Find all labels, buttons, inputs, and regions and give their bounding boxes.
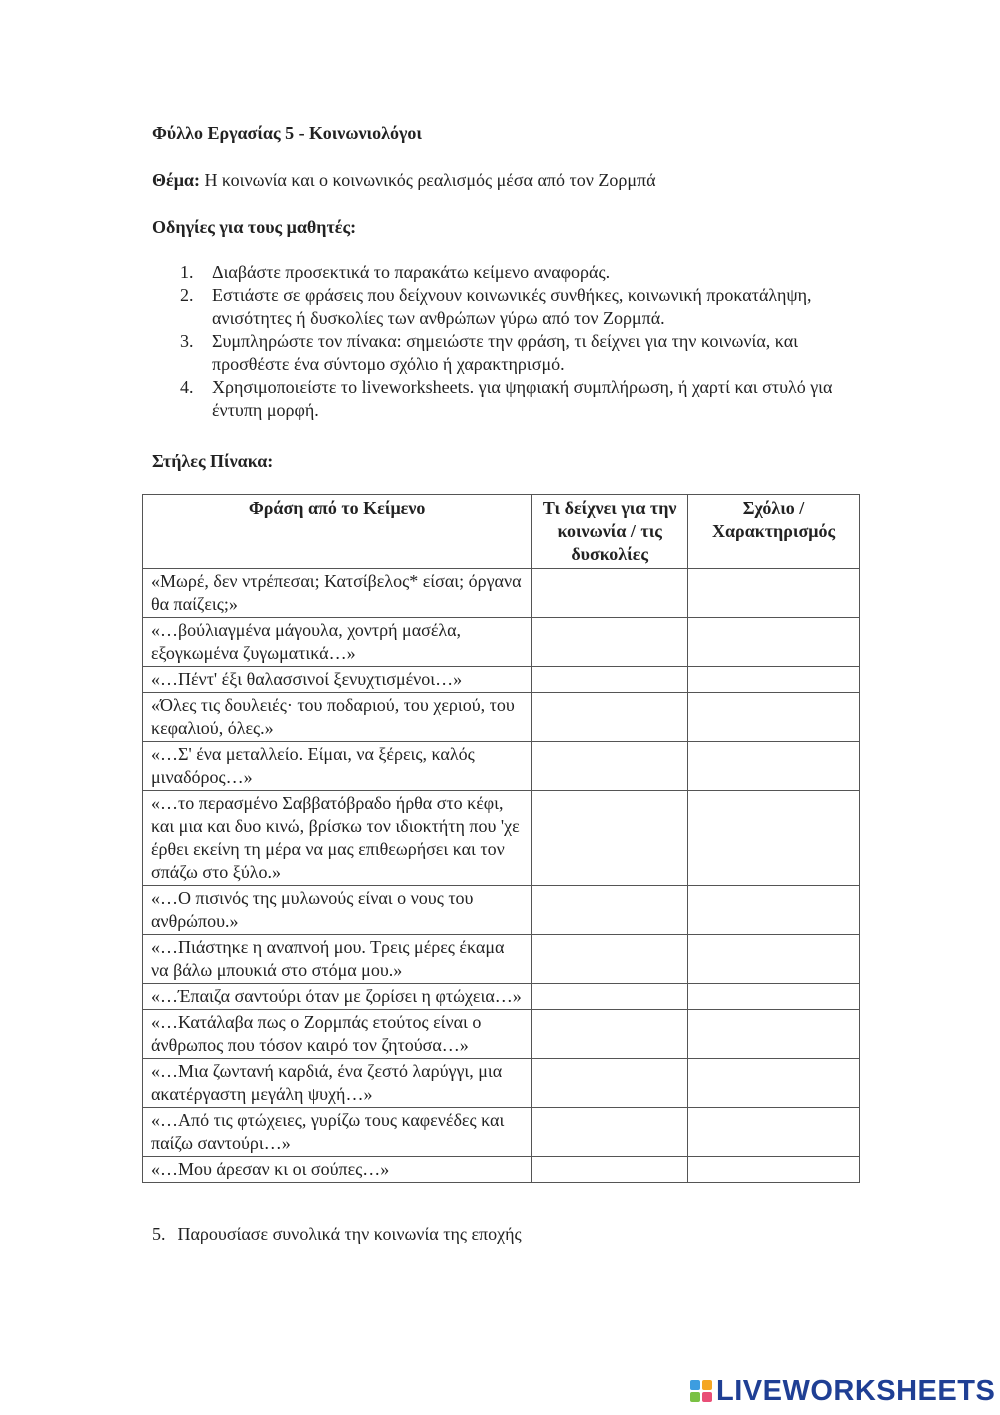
instruction-text: Χρησιμοποιείστε το liveworksheets. για ψηφιακή συμπλήρωση, ή χαρτί και στυλό για έντυπη μορφή.	[212, 377, 833, 420]
phrase-cell: «…Από τις φτώχειες, γυρίζω τους καφενέδες και παίζω σαντούρι…»	[143, 1108, 532, 1157]
table-row	[143, 886, 860, 935]
instruction-text: Εστιάστε σε φράσεις που δείχνουν κοινωνικές συνθήκες, κοινωνική προκατάληψη, ανισότητες ή δυσκολίες των ανθρώπων γύρω από τον Ζορμπά.	[212, 285, 812, 328]
comment-answer-cell[interactable]	[688, 742, 860, 791]
logo-mark-icon	[690, 1380, 712, 1402]
table-row	[143, 1157, 860, 1183]
comment-answer-cell[interactable]	[688, 1108, 860, 1157]
comment-answer-cell[interactable]	[688, 935, 860, 984]
phrase-cell: «…Ο πισινός της μυλωνούς είναι ο νους του ανθρώπου.»	[143, 886, 532, 935]
question-5	[152, 1224, 522, 1245]
table-row	[143, 1108, 860, 1157]
logo-square-blue	[690, 1380, 700, 1390]
comment-answer-cell[interactable]	[688, 984, 860, 1010]
phrase-cell: «…Μου άρεσαν κι οι σούπες…»	[143, 1157, 532, 1183]
table-row	[143, 618, 860, 667]
instruction-item	[152, 330, 872, 376]
phrase-cell: «…Μια ζωντανή καρδιά, ένα ζεστό λαρύγγι, μια ακατέργαστη μεγάλη ψυχή…»	[143, 1059, 532, 1108]
phrase-cell: «…Πέντ' έξι θαλασσινοί ξενυχτισμένοι…»	[143, 667, 532, 693]
phrases-table	[142, 494, 860, 1183]
instruction-text: Διαβάστε προσεκτικά το παρακάτω κείμενο αναφοράς.	[212, 262, 611, 282]
logo-square-pink	[702, 1392, 712, 1402]
instruction-item	[152, 376, 872, 422]
phrase-cell: «…Σ' ένα μεταλλείο. Είμαι, να ξέρεις, καλός μιναδόρος…»	[143, 742, 532, 791]
phrase-cell: «…βούλιαγμένα μάγουλα, χοντρή μασέλα, εξογκωμένα ζυγωματικά…»	[143, 618, 532, 667]
comment-answer-cell[interactable]	[688, 1157, 860, 1183]
table-row	[143, 1059, 860, 1108]
liveworksheets-logo	[690, 1374, 995, 1408]
society-answer-cell[interactable]	[532, 935, 688, 984]
comment-answer-cell[interactable]	[688, 693, 860, 742]
phrase-cell: «Μωρέ, δεν ντρέπεσαι; Κατσίβελος* είσαι; όργανα θα παίζεις;»	[143, 569, 532, 618]
phrase-cell: «…Κατάλαβα πως ο Ζορμπάς ετούτος είναι ο άνθρωπος που τόσον καιρό τον ζητούσα…»	[143, 1010, 532, 1059]
header-society: Τι δείχνει για την κοινωνία / τις δυσκολίες	[532, 495, 688, 569]
instructions-list	[152, 261, 872, 422]
society-answer-cell[interactable]	[532, 791, 688, 886]
instructions-heading: Οδηγίες για τους μαθητές:	[152, 217, 357, 237]
table-row	[143, 984, 860, 1010]
table-row	[143, 667, 860, 693]
subject-label: Θέμα:	[152, 170, 200, 190]
instruction-number: 2.	[180, 285, 194, 305]
comment-answer-cell[interactable]	[688, 667, 860, 693]
instruction-item	[152, 261, 872, 284]
society-answer-cell[interactable]	[532, 618, 688, 667]
society-answer-cell[interactable]	[532, 1157, 688, 1183]
table-row	[143, 791, 860, 886]
society-answer-cell[interactable]	[532, 569, 688, 618]
table-row	[143, 569, 860, 618]
society-answer-cell[interactable]	[532, 742, 688, 791]
instruction-text: Συμπληρώστε τον πίνακα: σημειώστε την φράση, τι δείχνει για την κοινωνία, και προσθέστε ένα σύντομο σχόλιο ή χαρακτηρισμό.	[212, 331, 798, 374]
comment-answer-cell[interactable]	[688, 569, 860, 618]
table-row	[143, 693, 860, 742]
phrase-cell: «Όλες τις δουλειές· του ποδαριού, του χεριού, του κεφαλιού, όλες.»	[143, 693, 532, 742]
question-number: 5.	[152, 1224, 166, 1244]
logo-square-orange	[702, 1380, 712, 1390]
society-answer-cell[interactable]	[532, 693, 688, 742]
society-answer-cell[interactable]	[532, 984, 688, 1010]
table-row	[143, 742, 860, 791]
table-heading: Στήλες Πίνακα:	[152, 451, 274, 471]
subject-line	[152, 170, 656, 191]
logo-text: LIVEWORKSHEETS	[716, 1374, 996, 1407]
table-header-row	[143, 495, 860, 569]
comment-answer-cell[interactable]	[688, 1059, 860, 1108]
comment-answer-cell[interactable]	[688, 886, 860, 935]
instruction-number: 3.	[180, 331, 194, 351]
instruction-item	[152, 284, 872, 330]
logo-square-green	[690, 1392, 700, 1402]
instruction-number: 1.	[180, 262, 194, 282]
header-comment: Σχόλιο / Χαρακτηρισμός	[688, 495, 860, 569]
society-answer-cell[interactable]	[532, 667, 688, 693]
instruction-number: 4.	[180, 377, 194, 397]
phrase-cell: «…το περασμένο Σαββατόβραδο ήρθα στο κέφι, και μια και δυο κινώ, βρίσκω τον ιδιοκτήτη που 'χε έρθει εκείνη τη μέρα να μας επιθεωρήσει και τον σπάζω στο ξύλο.»	[143, 791, 532, 886]
comment-answer-cell[interactable]	[688, 791, 860, 886]
society-answer-cell[interactable]	[532, 886, 688, 935]
society-answer-cell[interactable]	[532, 1059, 688, 1108]
subject-text: Η κοινωνία και ο κοινωνικός ρεαλισμός μέσα από τον Ζορμπά	[199, 170, 656, 190]
comment-answer-cell[interactable]	[688, 1010, 860, 1059]
header-phrase: Φράση από το Κείμενο	[143, 495, 532, 569]
table-row	[143, 1010, 860, 1059]
comment-answer-cell[interactable]	[688, 618, 860, 667]
phrase-cell: «…Έπαιζα σαντούρι όταν με ζορίσει η φτώχεια…»	[143, 984, 532, 1010]
table-row	[143, 935, 860, 984]
question-text: Παρουσίασε συνολικά την κοινωνία της εποχής	[177, 1224, 522, 1244]
page-title: Φύλλο Εργασίας 5 - Κοινωνιολόγοι	[152, 123, 422, 143]
society-answer-cell[interactable]	[532, 1108, 688, 1157]
society-answer-cell[interactable]	[532, 1010, 688, 1059]
phrase-cell: «…Πιάστηκε η αναπνοή μου. Τρεις μέρες έκαμα να βάλω μπουκιά στο στόμα μου.»	[143, 935, 532, 984]
